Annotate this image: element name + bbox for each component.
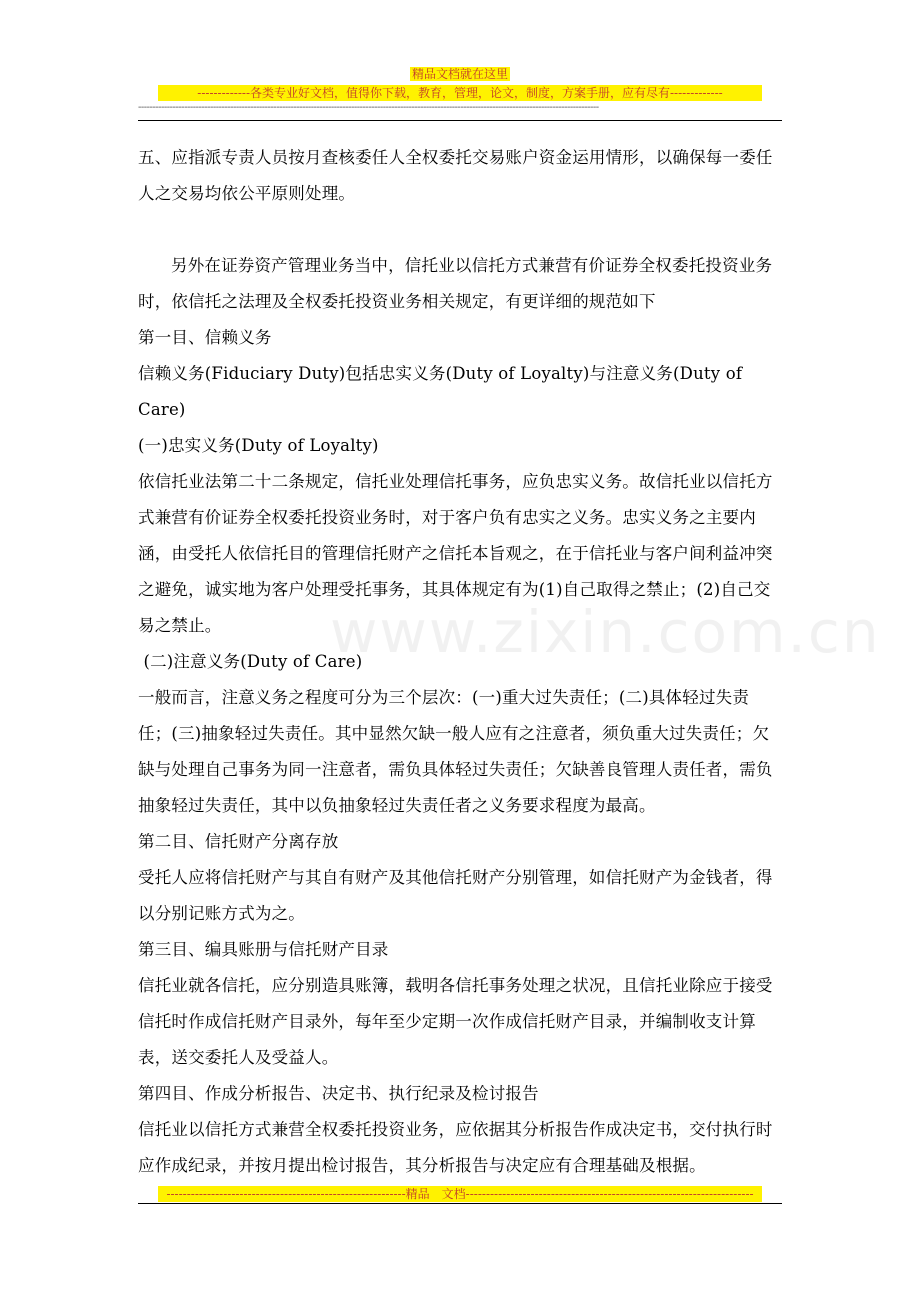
header-title: 精品文档就在这里 — [411, 67, 508, 81]
subsection-heading: (二)注意义务(Duty of Care) — [138, 652, 363, 671]
paragraph: 另外在证券资产管理业务当中，信托业以信托方式兼营有价证券全权委托投资业务时，依信托之法理及全权委托投资业务相关规定，有更详细的规范如下 — [138, 256, 773, 311]
paragraph-gap — [138, 212, 782, 248]
watermark: www.zixin.com.cn — [330, 598, 881, 666]
document-body — [138, 140, 782, 1184]
section-heading: 第一目、信赖义务 — [138, 328, 272, 347]
footer-rule — [138, 1203, 782, 1204]
paragraph: 信托业就各信托，应分别造具账簿，载明各信托事务处理之状况，且信托业除应于接受信托时作成信托财产目录外，每年至少定期一次作成信托财产目录，并编制收支计算表，送交委托人及受益人。 — [138, 976, 773, 1067]
section-heading: 第三目、编具账册与信托财产目录 — [138, 940, 389, 959]
section-heading: 第二目、信托财产分离存放 — [138, 832, 339, 851]
subsection-heading: (一)忠实义务(Duty of Loyalty) — [138, 436, 379, 455]
header-dashes: ---------------------------------------------------------------------------------------------------------------------------------------------------------------- — [138, 102, 599, 113]
paragraph: 信托业以信托方式兼营全权委托投资业务，应依据其分析报告作成决定书，交付执行时应作成纪录，并按月提出检讨报告，其分析报告与决定应有合理基础及根据。 — [138, 1120, 773, 1175]
paragraph: 依信托业法第二十二条规定，信托业处理信托事务，应负忠实义务。故信托业以信托方式兼营有价证券全权委托投资业务时，对于客户负有忠实之义务。忠实义务之主要内涵，由受托人依信托目的管理信托财产之信托本旨观之，在于信托业与客户间利益冲突之避免，诚实地为客户处理受托事务，其具体规定有为(1)自己取得之禁止；(2)自己交易之禁止。 — [138, 472, 773, 635]
paragraph: 一般而言，注意义务之程度可分为三个层次：(一)重大过失责任；(二)具体轻过失责任；(三)抽象轻过失责任。其中显然欠缺一般人应有之注意者，须负重大过失责任；欠缺与处理自己事务为同一注意者，需负具体轻过失责任；欠缺善良管理人责任者，需负抽象轻过失责任，其中以负抽象轻过失责任者之义务要求程度为最高。 — [138, 688, 773, 815]
section-heading: 第四目、作成分析报告、决定书、执行纪录及检讨报告 — [138, 1084, 539, 1103]
paragraph: 受托人应将信托财产与其自有财产及其他信托财产分别管理，如信托财产为金钱者，得以分别记账方式为之。 — [138, 868, 773, 923]
header-banner: -------------各类专业好文档，值得你下载，教育，管理，论文，制度，方案手册，应有尽有------------- — [158, 85, 762, 101]
paragraph: 五、应指派专责人员按月查核委任人全权委托交易账户资金运用情形，以确保每一委任人之交易均依公平原则处理。 — [138, 148, 773, 203]
paragraph: 信赖义务(Fiduciary Duty)包括忠实义务(Duty of Loyalty)与注意义务(Duty of Care) — [138, 364, 743, 419]
footer-banner: -----------------------------------------------------------精品 文档----------------------------------------------------------------------- — [158, 1186, 762, 1202]
header-rule — [138, 120, 782, 121]
